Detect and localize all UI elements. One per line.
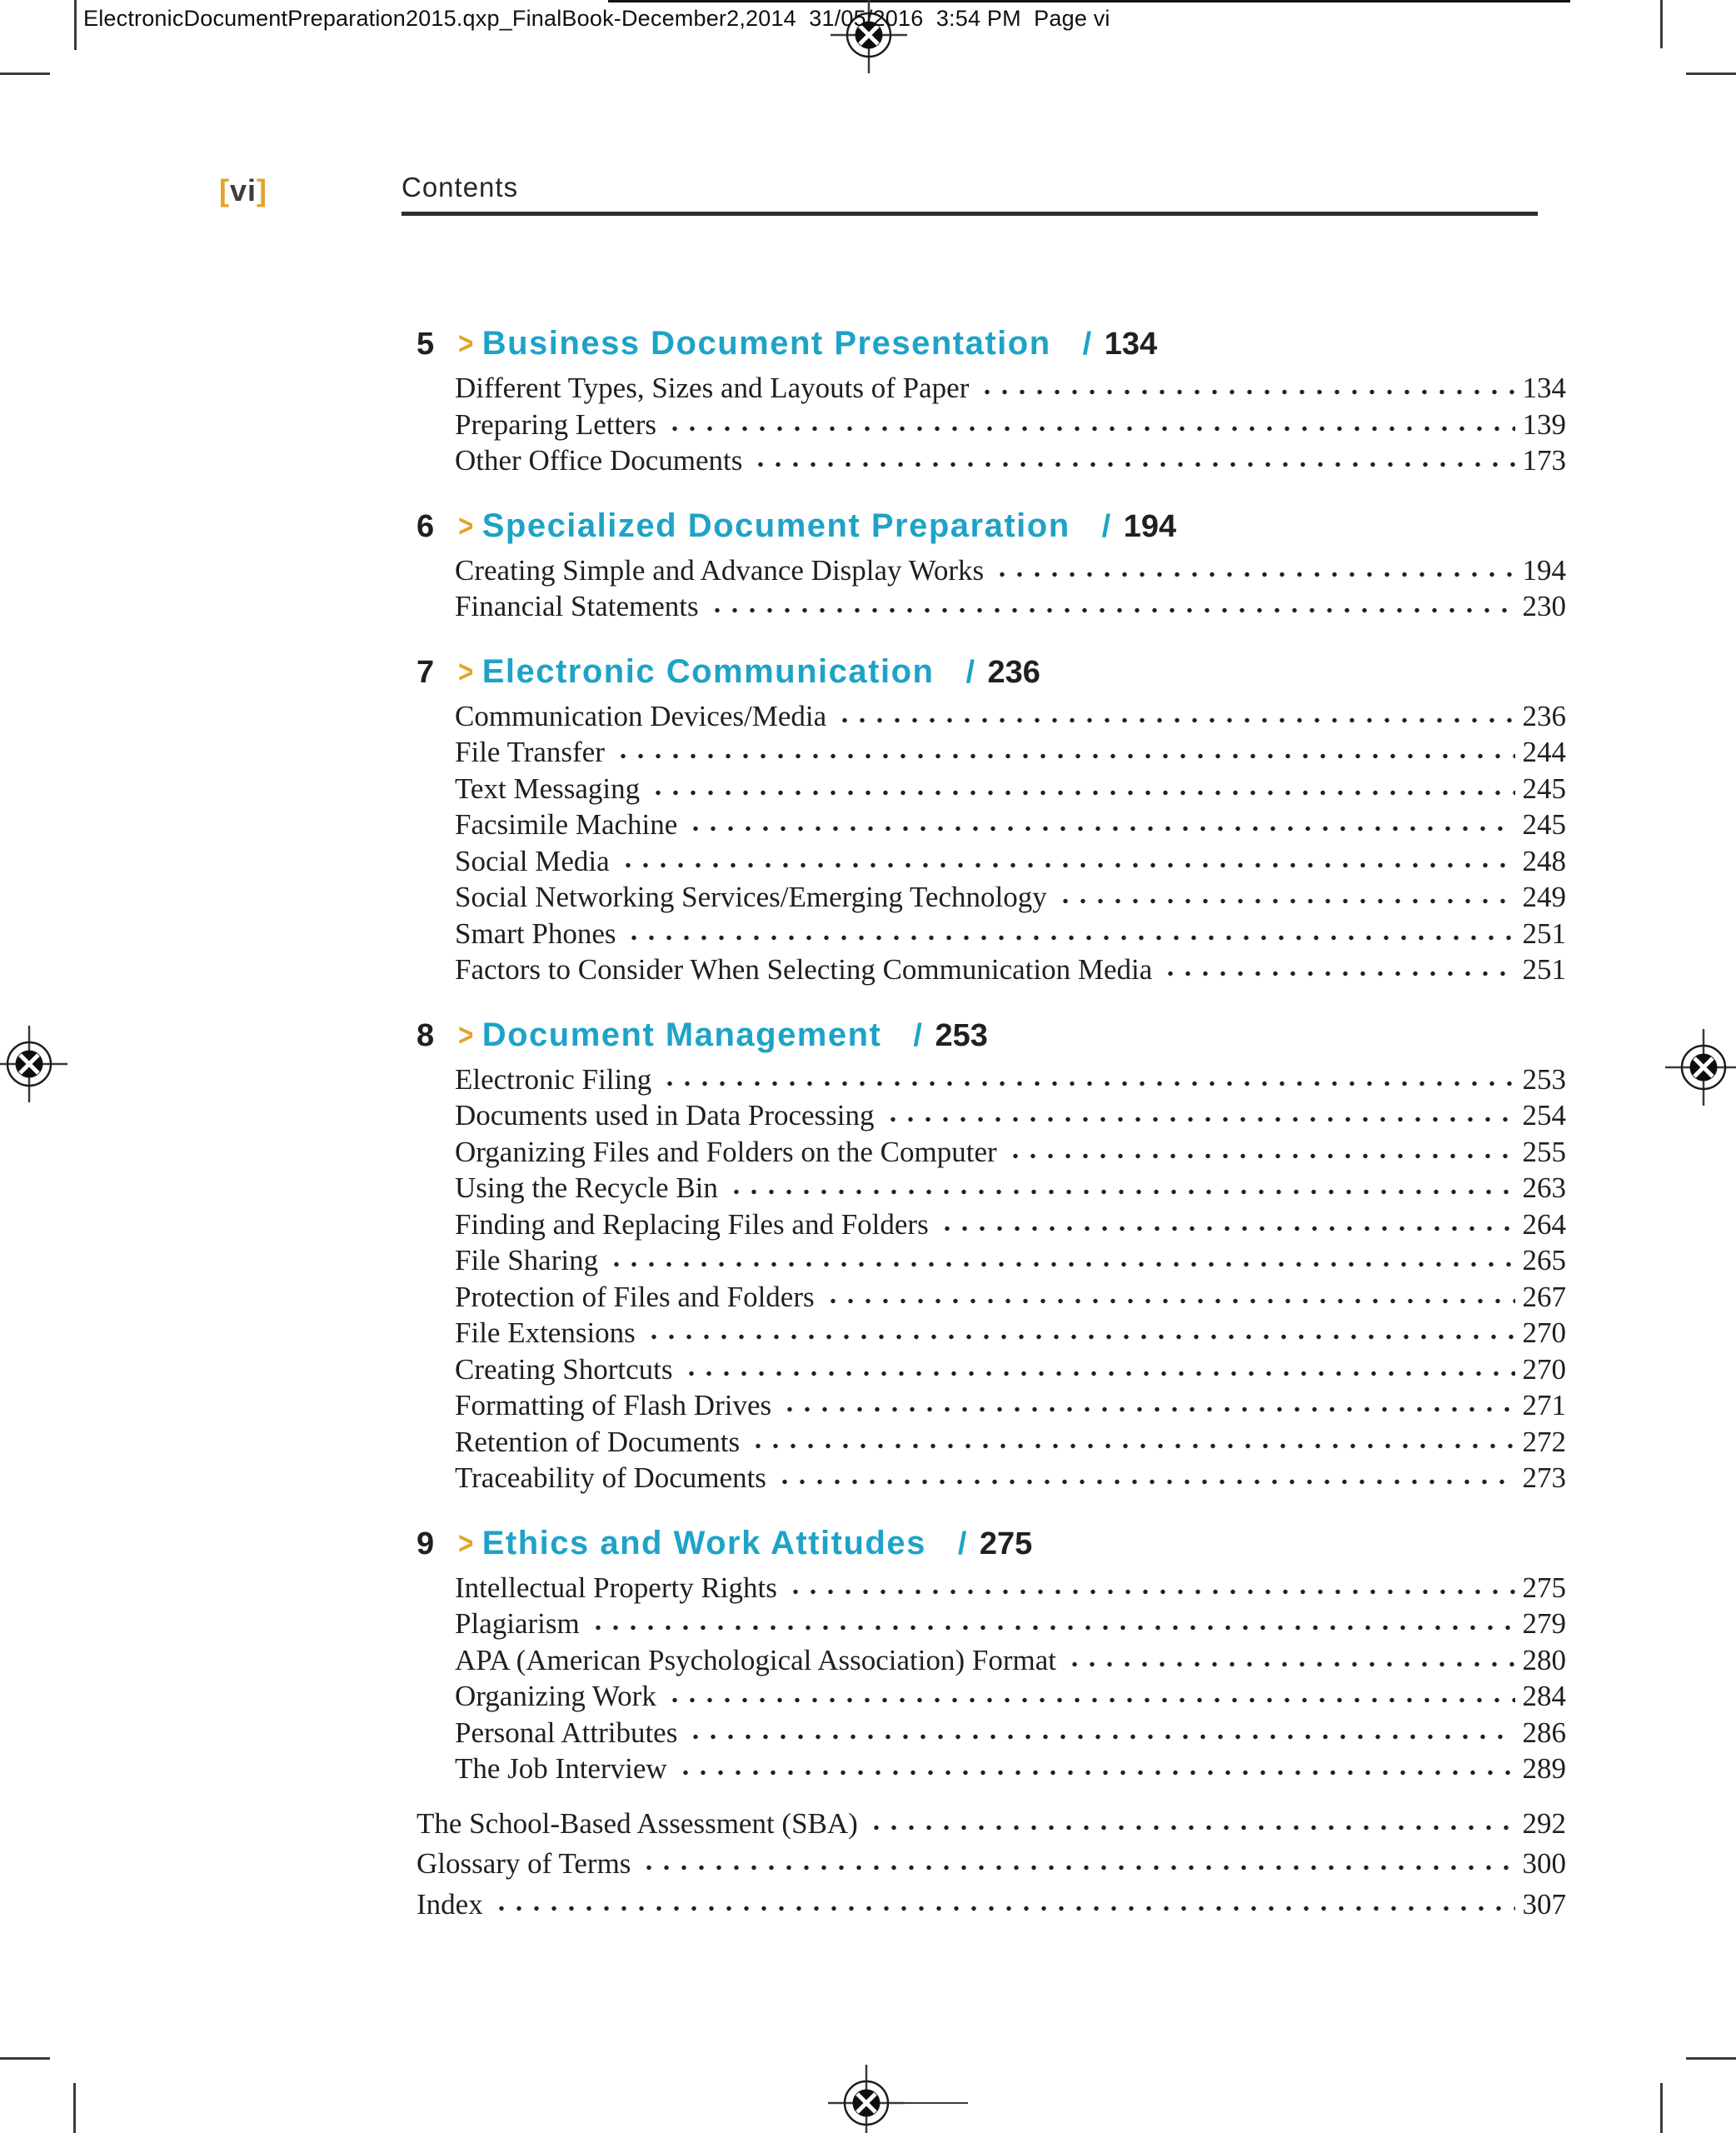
entry-page-number: 265 xyxy=(1522,1244,1566,1276)
entry-title: Retention of Documents xyxy=(455,1425,741,1458)
chapter-entries xyxy=(455,1062,1566,1496)
entry-title: Financial Statements xyxy=(455,590,699,622)
dot-leader xyxy=(493,1906,1515,1911)
chapter-title: Specialized Document Preparation xyxy=(481,507,1070,544)
toc-back-matter xyxy=(417,1804,1566,1926)
entry-page-number: 264 xyxy=(1522,1207,1566,1241)
entry-title: Personal Attributes xyxy=(455,1716,678,1749)
registration-mark-icon xyxy=(1664,1027,1736,1107)
entry-title: Intellectual Property Rights xyxy=(455,1571,777,1604)
toc-entry xyxy=(455,916,1566,952)
dot-leader xyxy=(1066,1661,1515,1667)
page-number-label xyxy=(219,173,267,208)
entry-page-number: 273 xyxy=(1522,1461,1566,1494)
toc-entry xyxy=(455,1570,1566,1606)
dot-leader xyxy=(666,1697,1515,1703)
chevron-right-icon: > xyxy=(458,508,475,544)
chapter-entries xyxy=(455,1570,1566,1787)
print-slug: ElectronicDocumentPreparation2015.qxp_FinalBook-December2,2014 31/05/2016 3:54 PM Page vi xyxy=(83,6,1110,31)
slash-separator: / xyxy=(1101,508,1112,544)
toc-entry xyxy=(417,1804,1566,1845)
dot-leader xyxy=(1007,1153,1515,1159)
entry-page-number: 244 xyxy=(1522,736,1566,768)
entry-page-number: 275 xyxy=(1522,1571,1566,1604)
dot-leader xyxy=(615,753,1515,759)
toc-entry xyxy=(455,1642,1566,1679)
entry-page-number: 267 xyxy=(1522,1280,1566,1313)
chapter-page-number: 236 xyxy=(987,654,1040,690)
toc-entry xyxy=(455,1678,1566,1715)
dot-leader xyxy=(781,1406,1514,1412)
folio-open-bracket: [ xyxy=(219,173,230,207)
crop-mark-top-left-h xyxy=(0,72,50,75)
toc-entry xyxy=(455,843,1566,880)
toc-entry xyxy=(455,552,1566,589)
entry-page-number: 245 xyxy=(1522,808,1566,841)
slash-separator: / xyxy=(965,654,976,690)
crop-mark-top-right-v xyxy=(1660,0,1663,48)
chapter-title: Business Document Presentation xyxy=(481,325,1051,362)
registration-mark-icon xyxy=(826,2063,906,2133)
dot-leader xyxy=(1057,898,1515,904)
entry-title: Electronic Filing xyxy=(455,1062,652,1096)
entry-page-number: 253 xyxy=(1522,1062,1566,1096)
dot-leader xyxy=(687,826,1514,832)
toc-entry xyxy=(455,952,1566,988)
chapter-heading xyxy=(417,322,1566,365)
entry-page-number: 139 xyxy=(1522,407,1566,441)
entry-page-number: 249 xyxy=(1522,881,1566,913)
entry-page-number: 270 xyxy=(1522,1316,1566,1349)
entry-page-number: 251 xyxy=(1522,917,1566,950)
entry-title: Facsimile Machine xyxy=(455,808,678,841)
crop-mark-bottom-left-h xyxy=(0,2057,50,2060)
dot-leader xyxy=(650,790,1514,796)
dot-leader xyxy=(868,1825,1515,1831)
entry-title: Plagiarism xyxy=(455,1607,580,1640)
chapter-number: 5 xyxy=(417,327,435,362)
chapter-number: 8 xyxy=(417,1017,435,1053)
dot-leader xyxy=(752,462,1514,467)
page-edge-artifact xyxy=(608,0,1570,2)
title-rule xyxy=(402,212,1538,216)
toc-entry xyxy=(455,1460,1566,1496)
chapter-heading xyxy=(417,504,1566,547)
toc-chapter xyxy=(417,1521,1566,1787)
dot-leader xyxy=(661,1081,1514,1086)
dot-leader xyxy=(728,1189,1515,1195)
entry-title: File Transfer xyxy=(455,736,605,768)
folio-roman-numeral: vi xyxy=(230,173,257,207)
crop-mark-bottom-left-v xyxy=(73,2083,76,2133)
dot-leader xyxy=(787,1589,1515,1595)
chevron-right-icon: > xyxy=(458,1526,475,1561)
crop-mark-top-right-h xyxy=(1686,72,1736,75)
entry-page-number: 284 xyxy=(1522,1680,1566,1712)
entry-title: Protection of Files and Folders xyxy=(455,1280,815,1313)
entry-page-number: 245 xyxy=(1522,772,1566,805)
chapter-number: 9 xyxy=(417,1526,435,1561)
dot-leader xyxy=(709,607,1515,613)
dot-leader xyxy=(825,1298,1515,1304)
dot-leader xyxy=(620,862,1515,868)
entry-page-number: 286 xyxy=(1522,1716,1566,1749)
chapter-entries xyxy=(455,698,1566,988)
toc-entry xyxy=(455,1387,1566,1424)
toc-entry xyxy=(455,588,1566,625)
toc-entry xyxy=(455,1315,1566,1351)
entry-page-number: 194 xyxy=(1522,553,1566,587)
entry-page-number: 280 xyxy=(1522,1643,1566,1676)
dot-leader xyxy=(626,935,1514,941)
registration-mark-arm xyxy=(905,2102,968,2105)
toc-entry xyxy=(455,1751,1566,1787)
entry-title: Different Types, Sizes and Layouts of Paper xyxy=(455,372,970,404)
entry-title: APA (American Psychological Association) Format xyxy=(455,1643,1056,1676)
toc-entry xyxy=(455,1606,1566,1642)
dot-leader xyxy=(1162,971,1514,977)
toc-entry xyxy=(417,1885,1566,1926)
toc-chapter xyxy=(417,650,1566,988)
entry-title: Creating Simple and Advance Display Works xyxy=(455,553,985,587)
chapter-page-number: 275 xyxy=(979,1526,1033,1561)
entry-page-number: 263 xyxy=(1522,1171,1566,1204)
toc-entry xyxy=(455,1351,1566,1388)
entry-title: Other Office Documents xyxy=(455,444,743,477)
dot-leader xyxy=(939,1226,1515,1231)
toc-entry xyxy=(417,1844,1566,1885)
crop-mark-top-left-v xyxy=(74,0,77,50)
slash-separator: / xyxy=(1082,327,1093,362)
entry-title: Smart Phones xyxy=(455,917,616,950)
entry-page-number: 271 xyxy=(1522,1389,1566,1421)
toc-entry xyxy=(455,1242,1566,1279)
entry-title: Documents used in Data Processing xyxy=(455,1099,875,1131)
crop-mark-bottom-right-h xyxy=(1686,2057,1736,2060)
page-title: Contents xyxy=(402,172,519,202)
entry-page-number: 254 xyxy=(1522,1099,1566,1131)
dot-leader xyxy=(776,1479,1515,1485)
toc-entry xyxy=(455,771,1566,807)
entry-page-number: 255 xyxy=(1522,1135,1566,1168)
dot-leader xyxy=(836,717,1514,723)
entry-title: The School-Based Assessment (SBA) xyxy=(417,1806,858,1840)
entry-page-number: 292 xyxy=(1522,1806,1566,1840)
dot-leader xyxy=(750,1443,1514,1449)
chapter-entries xyxy=(455,370,1566,479)
entry-page-number: 236 xyxy=(1522,699,1566,732)
entry-page-number: 307 xyxy=(1522,1887,1566,1921)
toc-entry xyxy=(455,807,1566,843)
table-of-contents xyxy=(417,322,1566,1950)
chapter-title: Electronic Communication xyxy=(481,652,935,690)
toc-chapter xyxy=(417,1013,1566,1496)
entry-page-number: 248 xyxy=(1522,844,1566,877)
entry-page-number: 300 xyxy=(1522,1847,1566,1880)
registration-mark-icon xyxy=(0,1024,69,1104)
toc-entry xyxy=(455,879,1566,916)
entry-title: The Job Interview xyxy=(455,1752,667,1785)
toc-entry xyxy=(455,1170,1566,1206)
entry-title: Glossary of Terms xyxy=(417,1847,631,1880)
dot-leader xyxy=(608,1261,1514,1267)
chapter-number: 7 xyxy=(417,654,435,690)
chapter-heading xyxy=(417,1013,1566,1057)
entry-title: Index xyxy=(417,1887,483,1921)
toc-entry xyxy=(455,1206,1566,1243)
entry-title: Factors to Consider When Selecting Communication Media xyxy=(455,953,1153,986)
entry-title: Organizing Files and Folders on the Computer xyxy=(455,1135,997,1168)
entry-title: Communication Devices/Media xyxy=(455,699,827,732)
chevron-right-icon: > xyxy=(458,327,475,362)
chapter-page-number: 253 xyxy=(935,1017,988,1053)
dot-leader xyxy=(646,1334,1515,1340)
chapter-page-number: 194 xyxy=(1123,508,1177,544)
entry-title: Finding and Replacing Files and Folders xyxy=(455,1207,929,1241)
entry-title: Traceability of Documents xyxy=(455,1461,766,1494)
toc-entry xyxy=(455,698,1566,735)
entry-title: Organizing Work xyxy=(455,1680,656,1712)
dot-leader xyxy=(885,1116,1515,1122)
dot-leader xyxy=(687,1734,1514,1740)
entry-page-number: 134 xyxy=(1522,372,1566,404)
crop-mark-bottom-right-v xyxy=(1660,2083,1663,2133)
entry-page-number: 279 xyxy=(1522,1607,1566,1640)
chapter-number: 6 xyxy=(417,508,435,544)
entry-page-number: 272 xyxy=(1522,1425,1566,1458)
chapter-title: Ethics and Work Attitudes xyxy=(481,1524,926,1561)
entry-title: Preparing Letters xyxy=(455,407,656,441)
toc-entry xyxy=(455,1715,1566,1751)
toc-entry xyxy=(455,1424,1566,1461)
chapter-heading xyxy=(417,1521,1566,1565)
toc-entry xyxy=(455,370,1566,407)
dot-leader xyxy=(677,1770,1515,1776)
dot-leader xyxy=(666,426,1515,432)
toc-entry xyxy=(455,1279,1566,1316)
dot-leader xyxy=(979,389,1514,395)
chevron-right-icon: > xyxy=(458,1017,475,1053)
toc-entry xyxy=(455,1097,1566,1134)
chapter-entries xyxy=(455,552,1566,625)
toc-entry xyxy=(455,1134,1566,1171)
entry-page-number: 270 xyxy=(1522,1352,1566,1386)
entry-title: Social Media xyxy=(455,844,610,877)
entry-title: Formatting of Flash Drives xyxy=(455,1389,772,1421)
entry-title: Using the Recycle Bin xyxy=(455,1171,718,1204)
slash-separator: / xyxy=(913,1017,924,1053)
toc-entry xyxy=(455,442,1566,479)
toc-chapter xyxy=(417,322,1566,479)
toc-entry xyxy=(455,407,1566,443)
dot-leader xyxy=(590,1625,1515,1631)
folio-close-bracket: ] xyxy=(257,173,268,207)
entry-page-number: 251 xyxy=(1522,953,1566,986)
entry-page-number: 289 xyxy=(1522,1752,1566,1785)
toc-chapter xyxy=(417,504,1566,625)
entry-title: File Sharing xyxy=(455,1244,599,1276)
dot-leader xyxy=(683,1371,1515,1376)
entry-title: Social Networking Services/Emerging Technology xyxy=(455,881,1047,913)
chapter-heading xyxy=(417,650,1566,693)
entry-page-number: 230 xyxy=(1522,590,1566,622)
toc-entry xyxy=(455,1062,1566,1098)
entry-title: Text Messaging xyxy=(455,772,641,805)
dot-leader xyxy=(641,1865,1514,1871)
chapter-title: Document Management xyxy=(481,1016,882,1053)
entry-page-number: 173 xyxy=(1522,444,1566,477)
chevron-right-icon: > xyxy=(458,654,475,690)
entry-title: File Extensions xyxy=(455,1316,636,1349)
dot-leader xyxy=(994,572,1514,577)
toc-entry xyxy=(455,734,1566,771)
chapter-page-number: 134 xyxy=(1104,327,1158,362)
entry-title: Creating Shortcuts xyxy=(455,1352,673,1386)
slash-separator: / xyxy=(957,1526,968,1561)
